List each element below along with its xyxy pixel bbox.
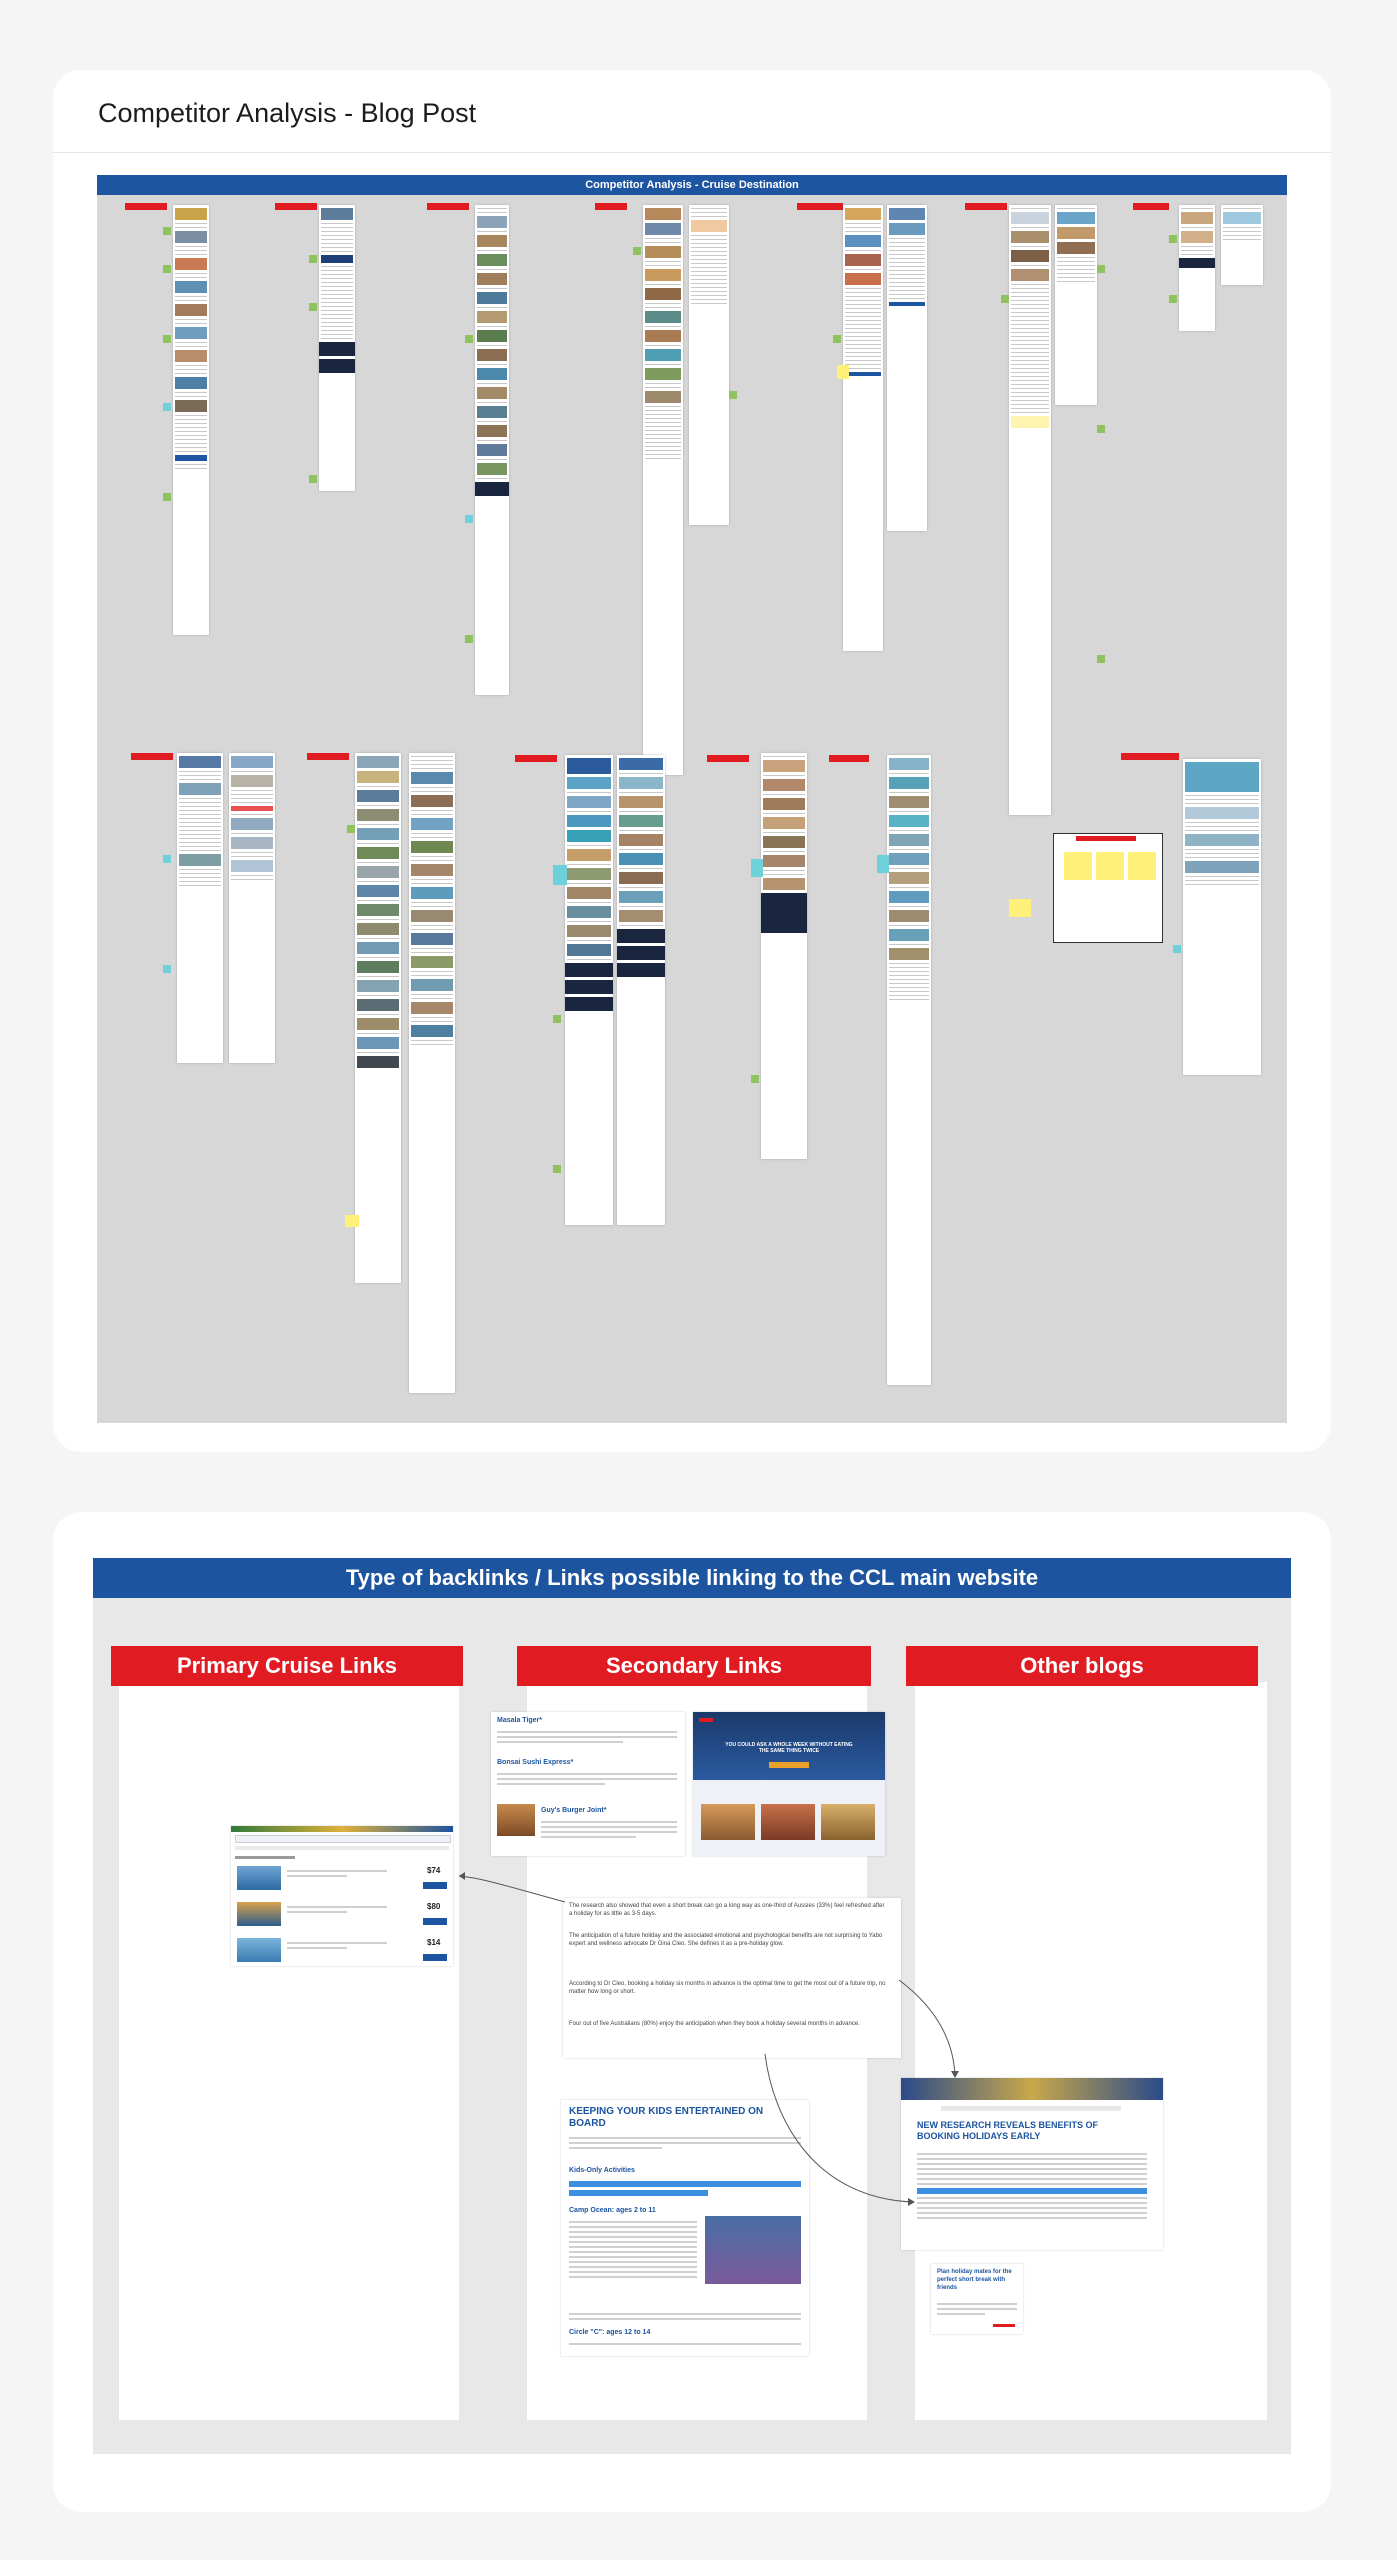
other-blog-card-title: Plan holiday mates for the perfect short break with friends xyxy=(937,2269,1012,2291)
competitor-analysis-card xyxy=(53,70,1331,1452)
result-price: $14 xyxy=(427,1938,441,1947)
whiteboard-canvas[interactable] xyxy=(97,175,1287,1423)
backlinks-section xyxy=(93,1558,1291,2454)
sticky-note xyxy=(309,255,317,263)
article-paragraph: The anticipation of a future holiday and the associated emotional and psychological benefits are not surprising to Yabo expert and wellness advocate Dr Gina Cleo. She defines it as a pre-holiday glow. xyxy=(569,1933,883,1947)
card-divider xyxy=(53,152,1331,153)
competitor-tag xyxy=(275,203,317,210)
sticky-note xyxy=(1173,945,1181,953)
sticky-note xyxy=(1001,295,1009,303)
other-blogs-header: Other blogs xyxy=(906,1646,1258,1686)
sticky-note xyxy=(751,1075,759,1083)
competitor-tag xyxy=(515,755,557,762)
sticky-note xyxy=(553,1165,561,1173)
section-banner: Type of backlinks / Links possible linking to the CCL main website xyxy=(93,1558,1291,1598)
blog-screenshot xyxy=(1009,205,1051,815)
sticky-note xyxy=(347,825,355,833)
blog-screenshot xyxy=(565,755,613,1225)
blog-screenshot xyxy=(409,753,455,1393)
blog-screenshot xyxy=(177,753,223,1063)
sticky-note xyxy=(833,335,841,343)
board-title: Competitor Analysis - Cruise Destination xyxy=(97,175,1287,195)
sticky-note xyxy=(1096,852,1124,880)
promo-headline: YOU COULD ASK A WHOLE WEEK WITHOUT EATING THE SAME THING TWICE xyxy=(725,1742,853,1754)
sticky-note xyxy=(1097,425,1105,433)
sticky-note xyxy=(729,391,737,399)
blog-screenshot xyxy=(319,205,355,491)
sticky-note xyxy=(163,265,171,273)
sticky-note xyxy=(1169,235,1177,243)
blog-screenshot xyxy=(229,753,275,1063)
card-title: Competitor Analysis - Blog Post xyxy=(98,98,477,128)
article-paragraph: According to Dr Cleo, booking a holiday six months in advance is the optimal time to get the most out of a future trip, no matter how long or short. xyxy=(569,1981,886,1995)
sticky-note xyxy=(1097,655,1105,663)
blog-screenshot xyxy=(1183,759,1261,1075)
item-title: Bonsai Sushi Express* xyxy=(497,1759,574,1766)
sticky-note xyxy=(465,515,473,523)
connector-lines xyxy=(93,1558,1291,2454)
sticky-note xyxy=(751,859,763,877)
competitor-tag xyxy=(829,755,869,762)
blog-screenshot xyxy=(1179,205,1215,331)
item-title: Masala Tiger* xyxy=(497,1717,543,1724)
sticky-note xyxy=(163,335,171,343)
article-paragraph: Four out of five Australians (80%) enjoy the anticipation when they book a holiday several months in advance. xyxy=(569,2021,860,2027)
sticky-note xyxy=(163,965,171,973)
sticky-note xyxy=(633,247,641,255)
sticky-note xyxy=(163,493,171,501)
legend-box xyxy=(1053,833,1163,943)
blog-screenshot xyxy=(355,753,401,1283)
competitor-tag xyxy=(797,203,843,210)
circle-c-title: Circle "C": ages 12 to 14 xyxy=(569,2329,651,2336)
sticky-note xyxy=(345,1215,359,1227)
blog-screenshot xyxy=(1221,205,1263,285)
sticky-note xyxy=(553,865,567,885)
competitor-tag xyxy=(131,753,173,760)
sticky-note xyxy=(309,475,317,483)
sticky-note xyxy=(837,365,849,379)
sticky-note xyxy=(465,335,473,343)
competitor-tag xyxy=(1121,753,1179,760)
blog-screenshot xyxy=(1055,205,1097,405)
blog-screenshot xyxy=(887,755,931,1385)
sticky-note xyxy=(163,403,171,411)
sticky-note xyxy=(1009,899,1031,917)
blog-screenshot xyxy=(761,753,807,1159)
sticky-note xyxy=(1169,295,1177,303)
primary-links-header: Primary Cruise Links xyxy=(111,1646,463,1686)
sticky-note xyxy=(309,303,317,311)
competitor-tag xyxy=(707,755,749,762)
result-price: $74 xyxy=(427,1866,441,1875)
blog-screenshot xyxy=(173,205,209,635)
blog-screenshot xyxy=(475,205,509,695)
sticky-note xyxy=(553,1015,561,1023)
result-price: $80 xyxy=(427,1902,441,1911)
competitor-tag xyxy=(1133,203,1169,210)
legend-header xyxy=(1076,836,1136,841)
sticky-note xyxy=(1128,852,1156,880)
other-blog-headline: NEW RESEARCH REVEALS BENEFITS OF BOOKING HOLIDAYS EARLY xyxy=(917,2120,1099,2141)
sticky-note xyxy=(163,855,171,863)
kids-subtitle: Kids-Only Activities xyxy=(569,2167,635,2174)
competitor-tag xyxy=(427,203,469,210)
competitor-tag xyxy=(307,753,349,760)
sticky-note xyxy=(163,227,171,235)
blog-screenshot xyxy=(887,205,927,531)
sticky-note xyxy=(877,855,889,873)
competitor-tag xyxy=(595,203,627,210)
camp-ocean-title: Camp Ocean: ages 2 to 11 xyxy=(569,2207,656,2214)
competitor-tag xyxy=(125,203,167,210)
article-paragraph: The research also showed that even a short break can go a long way as one-third of Aussies (33%) feel refreshed after a holiday for as little as 3-5 days. xyxy=(569,1903,885,1917)
secondary-links-header: Secondary Links xyxy=(517,1646,871,1686)
sticky-note xyxy=(1097,265,1105,273)
sticky-note xyxy=(465,635,473,643)
competitor-tag xyxy=(965,203,1007,210)
blog-screenshot xyxy=(643,205,683,775)
sticky-note xyxy=(1064,852,1092,880)
backlinks-card xyxy=(53,1512,1331,2512)
kids-title: KEEPING YOUR KIDS ENTERTAINED ON BOARD xyxy=(569,2106,764,2129)
item-title: Guy's Burger Joint* xyxy=(541,1807,607,1814)
blog-screenshot xyxy=(843,205,883,651)
blog-screenshot xyxy=(617,755,665,1225)
blog-screenshot xyxy=(689,205,729,525)
